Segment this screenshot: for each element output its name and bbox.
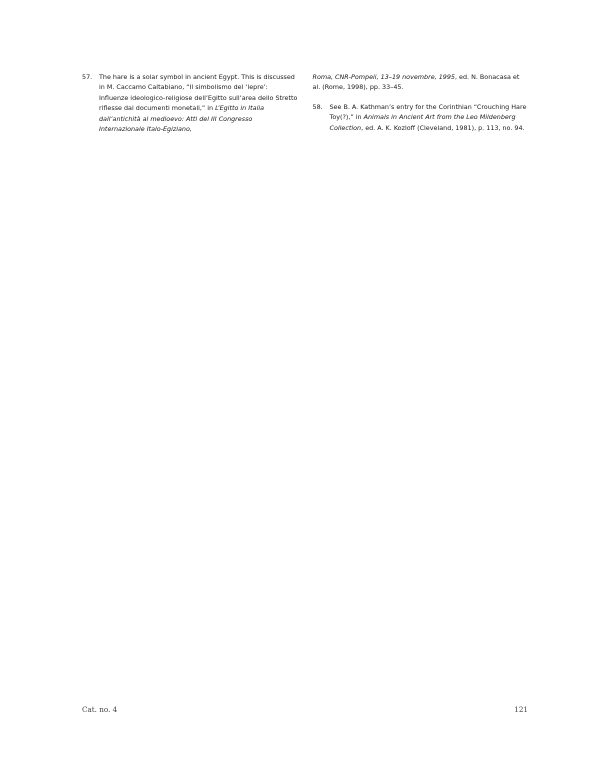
footnote-58 — [313, 102, 529, 133]
footnote-text-run: , ed. A. K. Kozloff (Cleveland, 1981), p. 113, no. 94. — [361, 123, 525, 132]
footnote-57 — [82, 72, 298, 134]
footnote-text-run: , ed. N. Bonacasa et al. (Rome, 1998), pp. 33–45. — [312, 73, 520, 92]
footnote-text-italic: L’Egitto in Italia dall’antichità al medioevo: Atti del III Congresso Internazionale Italo-Egiziano, — [99, 104, 265, 134]
footnote-57-continuation — [313, 72, 529, 93]
footnote-text-run: See B. A. Kathman’s entry for the Corinthian “Crouching Hare Toy(?),” in — [329, 102, 527, 122]
page-number: 121 — [514, 705, 528, 714]
footnote-text-run: The hare is a solar symbol in ancient Egypt. This is discussed in M. Caccamo Caltabiano, “Il simbolismo del ‘lepre’: Influenze ideologico-religiose dell’Egitto sull’area dello Stretto riflesse dai documenti monetali,” in — [99, 73, 298, 113]
footnote-number: 57. — [82, 73, 93, 81]
footnote-column-left — [82, 72, 298, 143]
footnote-text — [99, 72, 298, 134]
footnote-text — [330, 102, 529, 133]
footnote-text-italic: Roma, CNR-Pompeii, 13–19 novembre, 1995 — [312, 73, 455, 81]
footnote-number: 58. — [312, 102, 323, 111]
footnote-text-italic: Animals in Ancient Art from the Leo Mildenberg Collection — [329, 113, 516, 132]
catalogue-reference: Cat. no. 4 — [82, 705, 118, 714]
footnotes — [82, 72, 528, 143]
footnote-column-right — [313, 72, 529, 143]
page-footer — [82, 705, 528, 714]
